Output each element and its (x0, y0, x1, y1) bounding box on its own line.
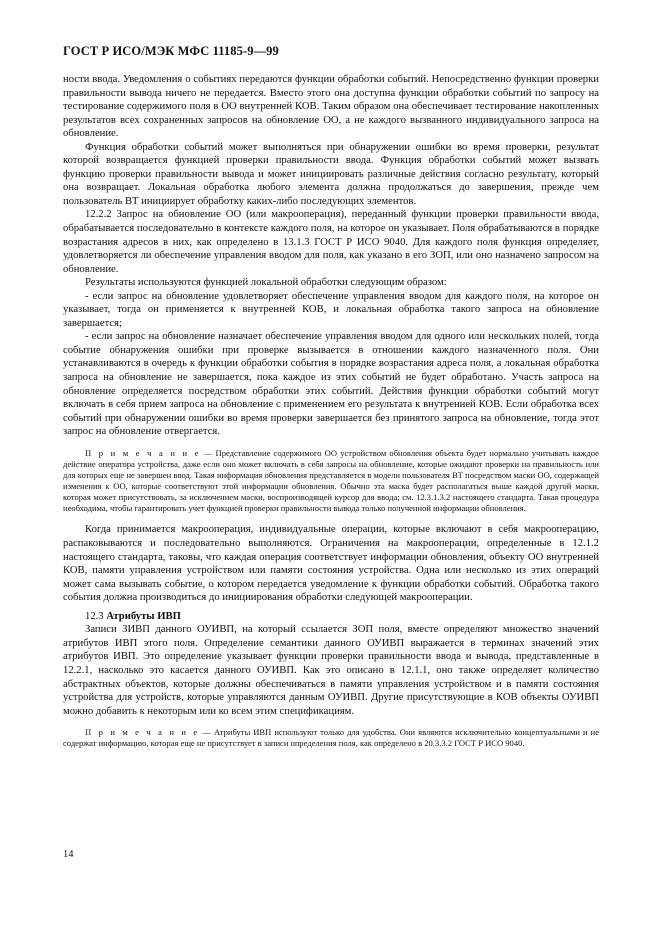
note-2 (63, 727, 599, 749)
section-12-3-heading (63, 610, 599, 624)
page-header-standard-code: ГОСТ Р ИСО/МЭК МФС 11185-9—99 (63, 44, 279, 58)
section-title: Атрибуты ИВП (106, 610, 181, 622)
paragraph-event-handling: Функция обработки событий может выполняться при обнаружении ошибки во время проверки, результат которой возвращается функцией проверки правильности ввода. Функция обработки событий может вызвать функцию проверки правильности вывода и может инициировать различные действия согласно результату, который она возвращает. Локальная обработка любого элемента должна продолжаться до завершения, прежде чем пользователь ВТ инициирует обработку каких-либо последующих элементов. (63, 141, 599, 207)
note-2-text: — Атрибуты ИВП используют только для удобства. Они являются исключительно концептуальными и не содержат информацию, которая еще не присутствует в записи определения поля, как определено в 20.3.3.2 ГОСТ Р ИСО 9040. (63, 727, 599, 749)
paragraph-results-intro: Результаты используются функцией локальной обработки следующим образом: (85, 277, 447, 289)
note-1-text: — Представление содержимого ОО устройством обновления объекта будет нормально учитывать каждое действие оператора устройства, даже если оно может включать в себя запросы на обновление, которые ожидают проверки на правильность или для которых еще не завершен ввод. Такая информация обновления представляется в модели пользователя ВТ посредством маски ОО, содержащей изменения к ОО, которые соответствуют этой информации обновления. Обычно эта маска будет располагаться выше каждой другой маски, которая может присутствовать, за исключением маски, воспроизводящей курсор для ввода; см. 12.3.1.3.2 настоящего стандарта. Такая процедура необходима, чтобы гарантировать учет функцией проверки правильности вывода только полученной информации обновления. (63, 447, 599, 513)
document-body (63, 73, 599, 749)
note-1-label: П р и м е ч а н и е (85, 447, 201, 458)
paragraph-zivp-records: Записи ЗИВП данного ОУИВП, на который ссылается ЗОП поля, вместе определяют множество значений атрибутов ИВП этого поля. Определение семантики данного ОУИВП выражается в терминах значений этих атрибутов ИВП. Это определение указывает функции проверки правильности ввода и вывода, представленные в 12.2.1, насколько это касается данного ОУИВП. Как это описано в 12.1.1, оно также определяет количество абстрактных объектов, которые должны обеспечиваться в памяти управления устройством и в памяти состояния устройства для устройств, которые управляются данным ОУИВП. Другие присутствующие в КОВ объекты ОУИВП можно добавить к некоторым или ко всем этим спецификациям. (63, 624, 599, 717)
paragraph-continuation: ности ввода. Уведомления о событиях передаются функции обработки событий. Непосредственно функции проверки правильности вывода ничего не передается. Вместо этого она доступна функции обработки событий по запросу на тестирование содержимого поля в ОО внутренней КОВ. Таким образом она обеспечивает тестирование накопленных результатов всех сохраненных запросов на обновление ОО, а не каждого вызванного индивидуального запроса на обновление. (63, 74, 599, 140)
section-number: 12.3 (85, 610, 107, 622)
note-2-label: П р и м е ч а н и е (85, 727, 200, 738)
list-item-assigned: - если запрос на обновление назначает обеспечение управления вводом для одного или нескольких полей, тогда событие обнаружения ошибки при проверке вызывается в отношении каждого назначенного поля. Они устанавливаются в очередь к функции обработки события в порядке возрастания адреса поля, а локальная обработка запроса на обновление не завершается, пока каждое из этих событий не будет обработано. Участь запроса на обновление определяется посредством обработки этих событий. Действия функции обработки событий могут включать в себя прием запроса на обновление с применением его результата к внутренней КОВ. Если обработка всех событий при обнаружении ошибки во время проверки завершается без принятого запроса на обновление, тогда этот запрос на обновление отвергается. (63, 331, 599, 438)
note-1 (63, 448, 599, 514)
page-number: 14 (63, 849, 74, 860)
paragraph-macro-operation: Когда принимается макрооперация, индивидуальные операции, которые включают в себя макрооперацию, распаковываются и последовательно выполняются. Ограничения на макрооперации, определенные в 12.1.2 настоящего стандарта, таковы, что каждая операция соответствует информации обновления, объекту ОО внутренней КОВ, памяти управления устройством или памяти состояния устройства. Одна или несколько из этих операций может сама вызывать событие, о котором передается уведомление к функции обработки событий. Обработка такого события должна производиться до инициирования обработки следующей макрооперации. (63, 524, 599, 604)
paragraph-12-2-2: 12.2.2 Запрос на обновление ОО (или макрооперация), переданный функции проверки правильности ввода, обрабатывается последовательно в контексте каждого поля, на которое он указывает. Поля обрабатываются в порядке возрастания адресов в них, как определено в 13.1.3 ГОСТ Р ИСО 9040. Для каждого поля функция определяет, удовлетворяется ли обеспечение управления вводом для поля, как указано в его ЗОП, или оно назначено запросом на обновление. (63, 209, 599, 275)
list-item-satisfied: - если запрос на обновление удовлетворяет обеспечение управления вводом для каждого поля, на которое он указывает, тогда он применяется к внутренней КОВ, и локальная обработка такого запроса на обновление завершается; (63, 290, 599, 329)
